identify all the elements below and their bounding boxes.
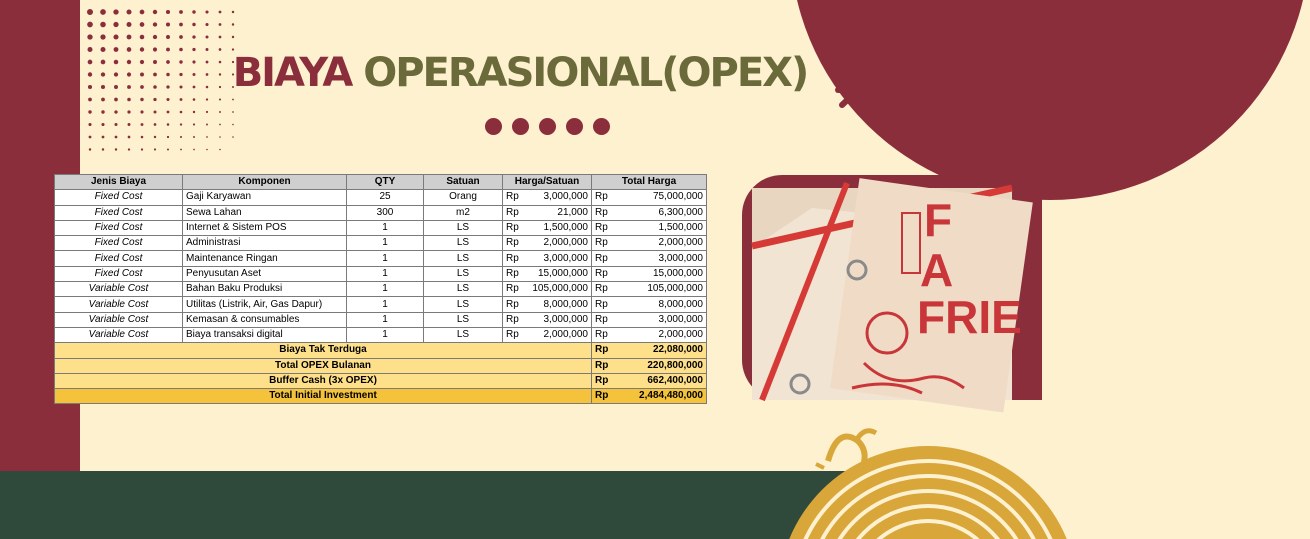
decor-dot bbox=[179, 35, 183, 39]
cell-harga-satuan: 2,000,000 bbox=[525, 236, 592, 251]
table-row bbox=[55, 205, 707, 220]
opex-table bbox=[54, 174, 707, 404]
bullet-dot bbox=[485, 118, 502, 135]
summary-value: 22,080,000 bbox=[614, 343, 707, 358]
cell-harga-currency: Rp bbox=[503, 266, 525, 281]
noodle-bowl-decoration bbox=[758, 426, 960, 539]
cell-jenis-biaya: Fixed Cost bbox=[55, 251, 183, 266]
decor-dot bbox=[206, 149, 208, 151]
cell-komponen: Sewa Lahan bbox=[183, 205, 347, 220]
cell-qty: 300 bbox=[347, 205, 424, 220]
decor-dot bbox=[153, 22, 157, 26]
cell-total-harga: 2,000,000 bbox=[614, 236, 707, 251]
decor-dot bbox=[87, 34, 92, 39]
cell-harga-currency: Rp bbox=[503, 236, 525, 251]
cell-harga-currency: Rp bbox=[503, 297, 525, 312]
decor-dot bbox=[100, 34, 105, 39]
summary-label: Biaya Tak Terduga bbox=[55, 343, 592, 358]
decor-dot bbox=[114, 110, 117, 113]
decor-dot bbox=[205, 35, 208, 38]
decor-dot bbox=[140, 35, 145, 40]
header-jenis-biaya: Jenis Biaya bbox=[55, 175, 183, 190]
decor-dot bbox=[219, 36, 222, 39]
decor-dot bbox=[88, 123, 91, 126]
decor-dot bbox=[232, 11, 234, 13]
decor-dot bbox=[167, 111, 170, 114]
decor-dot bbox=[166, 98, 169, 101]
cell-harga-currency: Rp bbox=[503, 282, 525, 297]
decor-dot bbox=[87, 22, 93, 28]
cell-satuan: Orang bbox=[424, 190, 503, 205]
table-row bbox=[55, 236, 707, 251]
decor-dot bbox=[206, 98, 208, 100]
decor-dot bbox=[193, 123, 195, 125]
decor-dot bbox=[166, 22, 170, 26]
asterisk-icon bbox=[834, 68, 882, 112]
decor-dot bbox=[100, 22, 106, 28]
cell-total-harga: 105,000,000 bbox=[614, 282, 707, 297]
cell-komponen: Bahan Baku Produksi bbox=[183, 282, 347, 297]
decor-dot bbox=[140, 10, 145, 15]
decor-dot bbox=[127, 35, 132, 40]
decor-dot bbox=[115, 148, 117, 150]
cell-total-currency: Rp bbox=[592, 190, 614, 205]
decor-dot bbox=[140, 22, 145, 27]
decor-dot bbox=[232, 136, 234, 138]
decor-dot bbox=[127, 98, 131, 102]
decor-dot bbox=[153, 35, 157, 39]
menu-text-line-1: F bbox=[924, 194, 953, 246]
decor-dot bbox=[153, 10, 157, 14]
cell-harga-satuan: 21,000 bbox=[525, 205, 592, 220]
header-komponen: Komponen bbox=[183, 175, 347, 190]
decor-dot bbox=[88, 98, 92, 102]
cell-jenis-biaya: Variable Cost bbox=[55, 297, 183, 312]
cell-qty: 1 bbox=[347, 312, 424, 327]
cell-qty: 1 bbox=[347, 251, 424, 266]
cell-harga-satuan: 2,000,000 bbox=[525, 327, 592, 342]
table-header-row bbox=[55, 175, 707, 190]
decor-dot bbox=[192, 10, 195, 13]
cell-harga-currency: Rp bbox=[503, 190, 525, 205]
decor-dot bbox=[101, 110, 104, 113]
menu-text-line-3: FRIE bbox=[917, 291, 1022, 343]
decor-dot bbox=[113, 9, 118, 14]
decor-dot bbox=[232, 124, 234, 126]
decor-dot bbox=[167, 149, 169, 151]
decor-dot bbox=[219, 23, 222, 26]
decor-dot bbox=[219, 124, 221, 126]
cell-total-currency: Rp bbox=[592, 282, 614, 297]
decor-dot bbox=[219, 149, 221, 151]
cell-harga-satuan: 3,000,000 bbox=[525, 312, 592, 327]
decor-dot bbox=[219, 98, 221, 100]
cell-harga-currency: Rp bbox=[503, 327, 525, 342]
cell-komponen: Kemasan & consumables bbox=[183, 312, 347, 327]
decor-dot bbox=[193, 136, 195, 138]
cell-satuan: LS bbox=[424, 297, 503, 312]
cell-total-currency: Rp bbox=[592, 297, 614, 312]
cell-total-currency: Rp bbox=[592, 327, 614, 342]
decor-dot bbox=[113, 34, 118, 39]
table-row bbox=[55, 327, 707, 342]
decor-dot bbox=[102, 148, 104, 150]
cell-jenis-biaya: Fixed Cost bbox=[55, 266, 183, 281]
summary-label: Total OPEX Bulanan bbox=[55, 358, 592, 373]
cell-komponen: Internet & Sistem POS bbox=[183, 220, 347, 235]
decor-dot bbox=[140, 110, 143, 113]
decor-dot bbox=[232, 99, 234, 101]
bullet-dot bbox=[512, 118, 529, 135]
decor-dot bbox=[206, 124, 208, 126]
decor-dot bbox=[154, 136, 156, 138]
cell-qty: 25 bbox=[347, 190, 424, 205]
cell-jenis-biaya: Variable Cost bbox=[55, 327, 183, 342]
title-word-biaya: BIAYA bbox=[232, 50, 352, 96]
decor-dot bbox=[89, 136, 92, 139]
decor-dot bbox=[166, 10, 170, 14]
summary-currency: Rp bbox=[592, 358, 614, 373]
cell-qty: 1 bbox=[347, 266, 424, 281]
decor-dot bbox=[205, 23, 208, 26]
table-row bbox=[55, 220, 707, 235]
decor-dot bbox=[179, 10, 183, 14]
decor-dot bbox=[126, 9, 131, 14]
cell-total-currency: Rp bbox=[592, 266, 614, 281]
cell-jenis-biaya: Fixed Cost bbox=[55, 190, 183, 205]
cell-satuan: LS bbox=[424, 251, 503, 266]
cell-komponen: Penyusutan Aset bbox=[183, 266, 347, 281]
decor-dot bbox=[180, 149, 182, 151]
cell-qty: 1 bbox=[347, 236, 424, 251]
decor-dot bbox=[219, 11, 222, 14]
cell-total-currency: Rp bbox=[592, 312, 614, 327]
cell-harga-currency: Rp bbox=[503, 220, 525, 235]
decor-dot bbox=[154, 123, 157, 126]
decor-dot bbox=[193, 149, 195, 151]
cell-satuan: LS bbox=[424, 266, 503, 281]
decor-dot bbox=[141, 148, 143, 150]
decor-dot bbox=[89, 148, 91, 150]
cell-satuan: LS bbox=[424, 220, 503, 235]
table-row bbox=[55, 312, 707, 327]
decor-dot bbox=[180, 98, 183, 101]
cell-qty: 1 bbox=[347, 282, 424, 297]
cell-satuan: LS bbox=[424, 327, 503, 342]
cell-komponen: Biaya transaksi digital bbox=[183, 327, 347, 342]
decor-dot bbox=[127, 110, 130, 113]
cell-harga-satuan: 15,000,000 bbox=[525, 266, 592, 281]
cell-komponen: Administrasi bbox=[183, 236, 347, 251]
summary-row bbox=[55, 343, 707, 358]
cell-satuan: LS bbox=[424, 312, 503, 327]
table-row bbox=[55, 190, 707, 205]
decor-dot bbox=[232, 23, 234, 25]
summary-value: 220,800,000 bbox=[614, 358, 707, 373]
decor-dot bbox=[88, 110, 91, 113]
cell-harga-currency: Rp bbox=[503, 251, 525, 266]
cell-qty: 1 bbox=[347, 220, 424, 235]
cell-qty: 1 bbox=[347, 327, 424, 342]
cell-harga-satuan: 1,500,000 bbox=[525, 220, 592, 235]
summary-label: Buffer Cash (3x OPEX) bbox=[55, 373, 592, 388]
cell-total-currency: Rp bbox=[592, 220, 614, 235]
header-qty: QTY bbox=[347, 175, 424, 190]
cell-harga-satuan: 3,000,000 bbox=[525, 190, 592, 205]
decor-dot bbox=[153, 98, 156, 101]
decor-dot bbox=[140, 98, 143, 101]
cell-jenis-biaya: Variable Cost bbox=[55, 312, 183, 327]
cell-harga-currency: Rp bbox=[503, 205, 525, 220]
decor-dot bbox=[167, 123, 170, 126]
summary-label: Total Initial Investment bbox=[55, 389, 592, 404]
decor-dot bbox=[219, 111, 221, 113]
cell-total-harga: 3,000,000 bbox=[614, 251, 707, 266]
bullet-dot bbox=[593, 118, 610, 135]
summary-row bbox=[55, 373, 707, 388]
cell-total-harga: 6,300,000 bbox=[614, 205, 707, 220]
decor-dot bbox=[180, 111, 183, 114]
decor-dot bbox=[180, 136, 182, 138]
bullet-dot bbox=[566, 118, 583, 135]
cell-satuan: LS bbox=[424, 236, 503, 251]
table-row bbox=[55, 297, 707, 312]
cell-qty: 1 bbox=[347, 297, 424, 312]
summary-row bbox=[55, 389, 707, 404]
decor-dot bbox=[154, 111, 157, 114]
decor-dot bbox=[115, 136, 118, 139]
bullet-dot bbox=[539, 118, 556, 135]
header-satuan: Satuan bbox=[424, 175, 503, 190]
decor-dot bbox=[114, 98, 118, 102]
title-word-operasional: OPERASIONAL(OPEX) bbox=[363, 50, 808, 96]
cell-total-harga: 2,000,000 bbox=[614, 327, 707, 342]
cell-jenis-biaya: Fixed Cost bbox=[55, 220, 183, 235]
menu-book-photo bbox=[752, 188, 1022, 400]
decor-dot bbox=[100, 9, 106, 15]
decor-dot bbox=[232, 36, 234, 38]
decor-dot bbox=[166, 35, 170, 39]
cell-satuan: LS bbox=[424, 282, 503, 297]
summary-value: 2,484,480,000 bbox=[614, 389, 707, 404]
table-row bbox=[55, 266, 707, 281]
decor-dot bbox=[193, 111, 195, 113]
cell-total-harga: 15,000,000 bbox=[614, 266, 707, 281]
cell-jenis-biaya: Fixed Cost bbox=[55, 236, 183, 251]
decor-dot bbox=[154, 148, 156, 150]
decor-dot bbox=[219, 136, 221, 138]
decor-dot bbox=[180, 123, 182, 125]
decor-dot bbox=[205, 10, 208, 13]
decor-dot bbox=[193, 98, 196, 101]
header-total-harga: Total Harga bbox=[592, 175, 707, 190]
decor-dot bbox=[206, 136, 208, 138]
cell-total-currency: Rp bbox=[592, 251, 614, 266]
decor-dot bbox=[141, 136, 144, 139]
cell-total-harga: 3,000,000 bbox=[614, 312, 707, 327]
decor-dot bbox=[128, 136, 131, 139]
decor-dot bbox=[192, 23, 195, 26]
summary-currency: Rp bbox=[592, 343, 614, 358]
summary-currency: Rp bbox=[592, 373, 614, 388]
decor-dot bbox=[101, 123, 104, 126]
page-title bbox=[0, 50, 1040, 96]
decor-dot bbox=[128, 148, 130, 150]
summary-currency: Rp bbox=[592, 389, 614, 404]
cell-total-harga: 8,000,000 bbox=[614, 297, 707, 312]
cell-total-harga: 75,000,000 bbox=[614, 190, 707, 205]
decor-dot bbox=[128, 123, 131, 126]
cell-harga-satuan: 8,000,000 bbox=[525, 297, 592, 312]
cell-jenis-biaya: Variable Cost bbox=[55, 282, 183, 297]
decor-dot bbox=[206, 111, 208, 113]
decor-dot bbox=[232, 111, 234, 113]
decor-dot bbox=[167, 136, 169, 138]
cell-harga-currency: Rp bbox=[503, 312, 525, 327]
cell-total-currency: Rp bbox=[592, 236, 614, 251]
summary-row bbox=[55, 358, 707, 373]
menu-text-line-2: A bbox=[920, 244, 954, 296]
cell-total-harga: 1,500,000 bbox=[614, 220, 707, 235]
cell-harga-satuan: 3,000,000 bbox=[525, 251, 592, 266]
table-row bbox=[55, 251, 707, 266]
cell-komponen: Maintenance Ringan bbox=[183, 251, 347, 266]
decor-dot bbox=[102, 136, 105, 139]
cell-jenis-biaya: Fixed Cost bbox=[55, 205, 183, 220]
decor-dot bbox=[179, 23, 183, 27]
decor-dot bbox=[113, 22, 118, 27]
decor-dot bbox=[101, 98, 105, 102]
decor-dot bbox=[87, 9, 93, 15]
cell-satuan: m2 bbox=[424, 205, 503, 220]
cell-komponen: Utilitas (Listrik, Air, Gas Dapur) bbox=[183, 297, 347, 312]
header-harga-satuan: Harga/Satuan bbox=[503, 175, 592, 190]
decor-dot bbox=[192, 35, 195, 38]
summary-value: 662,400,000 bbox=[614, 373, 707, 388]
cell-harga-satuan: 105,000,000 bbox=[525, 282, 592, 297]
decor-dot bbox=[141, 123, 144, 126]
decor-dot bbox=[127, 22, 132, 27]
menu-book-illustration bbox=[752, 188, 1022, 400]
decor-dot bbox=[114, 123, 117, 126]
table-row bbox=[55, 282, 707, 297]
cell-total-currency: Rp bbox=[592, 205, 614, 220]
cell-komponen: Gaji Karyawan bbox=[183, 190, 347, 205]
title-bullet-dots bbox=[485, 118, 620, 140]
